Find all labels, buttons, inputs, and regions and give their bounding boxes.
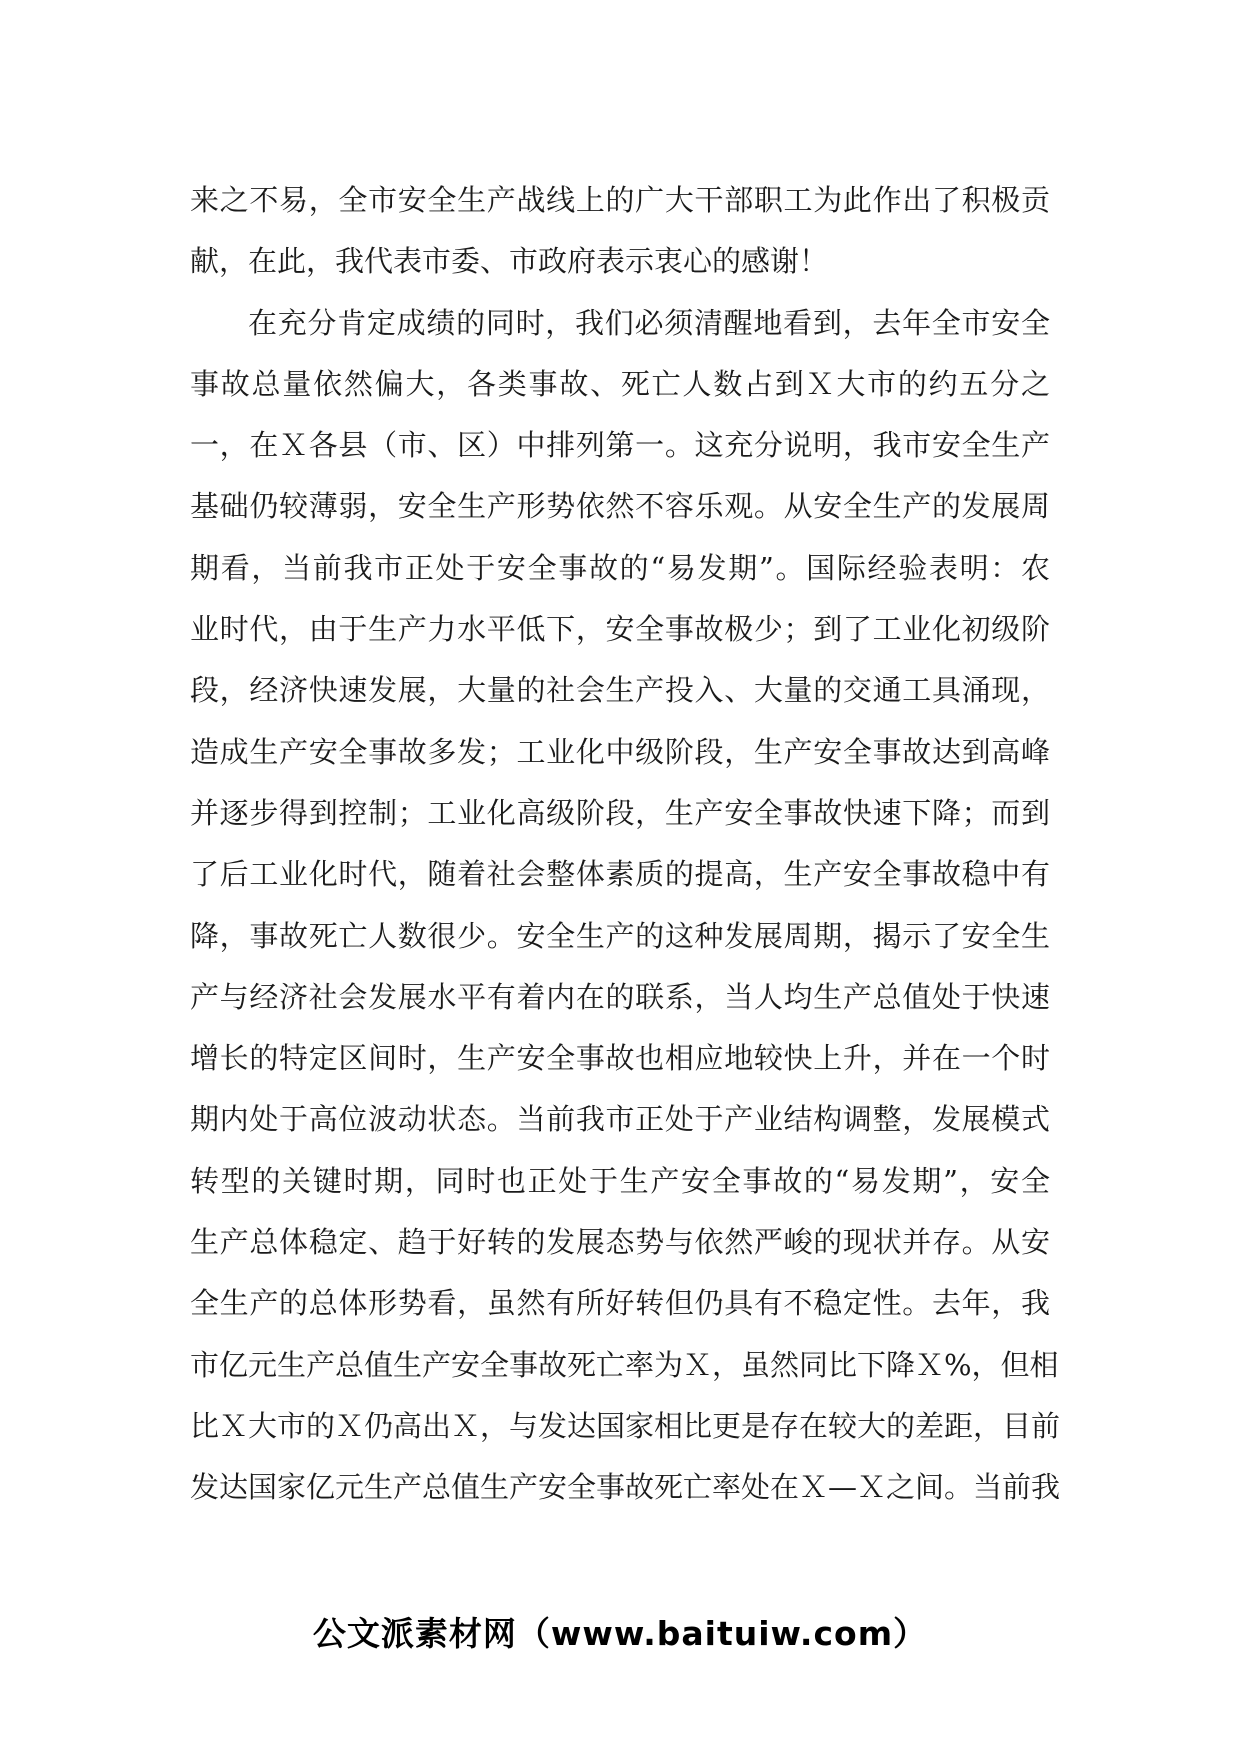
text-line: 比Ｘ大市的Ｘ仍高出Ｘ，与发达国家相比更是存在较大的差距，目前 [190,1408,1061,1443]
text-line: 了后工业化时代，随着社会整体素质的提高，生产安全事故稳中有 [190,857,1050,892]
text-line: 转型的关键时期，同时也正处于生产安全事故的“易发期”，安全 [190,1163,1050,1198]
footer-watermark: 公文派素材网（www.baituiw.com） [312,1614,928,1653]
text-line: 生产总体稳定、趋于好转的发展态势与依然严峻的现状并存。从安 [190,1225,1050,1260]
text-line: 在充分肯定成绩的同时，我们必须清醒地看到，去年全市安全 [248,305,1050,340]
text-line: 市亿元生产总值生产安全事故死亡率为Ｘ，虽然同比下降Ｘ%，但相 [190,1347,1059,1382]
text-line: 造成生产安全事故多发；工业化中级阶段，生产安全事故达到高峰 [190,734,1050,769]
text-line: 全生产的总体形势看，虽然有所好转但仍具有不稳定性。去年，我 [190,1286,1050,1321]
text-line: 并逐步得到控制；工业化高级阶段，生产安全事故快速下降；而到 [190,795,1050,830]
text-line: 产与经济社会发展水平有着内在的联系，当人均生产总值处于快速 [190,979,1050,1014]
text-line: 增长的特定区间时，生产安全事故也相应地较快上升，并在一个时 [190,1041,1050,1076]
text-line: 献，在此，我代表市委、市政府表示衷心的感谢！ [190,244,829,279]
text-line: 基础仍较薄弱，安全生产形势依然不容乐观。从安全生产的发展周 [190,489,1050,524]
body-text [190,170,1061,1519]
text-line: 期内处于高位波动状态。当前我市正处于产业结构调整，发展模式 [190,1102,1050,1137]
text-line: 期看，当前我市正处于安全事故的“易发期”。国际经验表明：农 [190,550,1050,585]
text-line: 事故总量依然偏大，各类事故、死亡人数占到Ｘ大市的约五分之 [190,366,1050,401]
text-line: 业时代，由于生产力水平低下，安全事故极少；到了工业化初级阶 [190,612,1050,647]
text-line: 发达国家亿元生产总值生产安全事故死亡率处在Ｘ—Ｘ之间。当前我 [190,1470,1061,1505]
text-line: 段，经济快速发展，大量的社会生产投入、大量的交通工具涌现， [190,673,1050,708]
text-line: 一，在Ｘ各县（市、区）中排列第一。这充分说明，我市安全生产 [190,428,1050,463]
text-line: 降，事故死亡人数很少。安全生产的这种发展周期，揭示了安全生 [190,918,1050,953]
text-line: 来之不易，全市安全生产战线上的广大干部职工为此作出了积极贡 [190,183,1050,217]
